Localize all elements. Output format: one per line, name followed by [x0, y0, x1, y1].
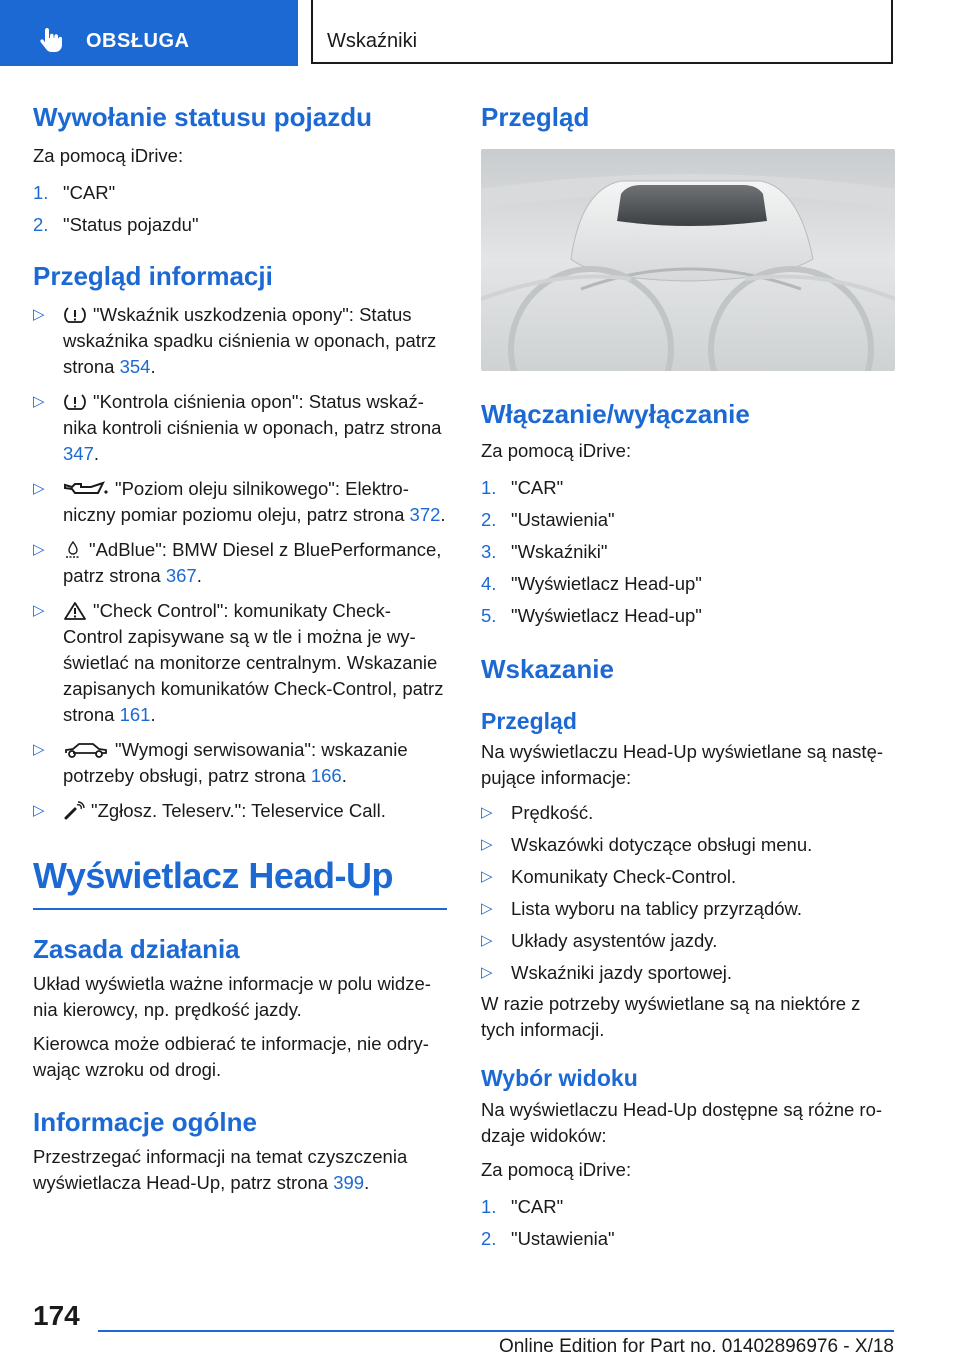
footer-rule	[98, 1330, 894, 1332]
service-car-icon	[63, 740, 109, 760]
warning-triangle-icon	[63, 601, 87, 621]
principle-p1: Układ wyświetla ważne informacje w polu widzenia kierowcy, np. prędkość jazdy.	[33, 972, 431, 1020]
status-heading: Wywołanie statusu pojazdu	[33, 102, 373, 132]
hud-photo	[481, 149, 895, 371]
list-item: ▷ Wskaźniki jazdy sportowej.	[481, 957, 895, 989]
general-p1: Przestrzegać informacji na temat czyszczenia wyświetlacza Head-Up, patrz strona 399.	[33, 1145, 408, 1193]
chapter-header	[311, 0, 893, 64]
display-subheading: Przegląd	[481, 707, 577, 734]
onoff-heading: Włączanie/wyłączanie	[481, 399, 750, 430]
list-item: 1. "CAR"	[481, 1195, 564, 1217]
onoff-intro: Za pomocą iDrive:	[481, 440, 632, 462]
bullet-triangle-icon: ▷	[33, 802, 45, 820]
list-item: ▷ Wskazówki dotyczące obsługi menu.	[481, 829, 895, 861]
bullet-triangle-icon: ▷	[481, 964, 493, 982]
tire-pressure-monitor-icon	[63, 392, 87, 412]
view-idrive: Za pomocą iDrive:	[481, 1158, 632, 1180]
list-item: ▷ "Zgłosz. Teleserv.": Teleservice Call.	[33, 798, 447, 824]
oil-can-icon	[63, 479, 109, 499]
page-link[interactable]: 347	[63, 443, 94, 465]
list-item: ▷ "Poziom oleju silnikowego": Elektroniczny pomiar poziomu oleju, patrz strona 372.	[33, 478, 446, 526]
onoff-steps	[481, 472, 895, 632]
list-item: ▷ "Wymogi serwisowania": wskazanie potrzeby obsługi, patrz strona 166.	[33, 739, 408, 787]
bullet-triangle-icon: ▷	[33, 480, 45, 498]
bullet-triangle-icon: ▷	[33, 393, 45, 411]
bullet-triangle-icon: ▷	[481, 804, 493, 822]
list-item: ▷ "Wskaźnik uszkodzenia opony": Status wskaźnika spadku ciśnienia w oponach, patrz strona 354.	[33, 304, 437, 378]
general-heading: Informacje ogólne	[33, 1106, 257, 1137]
hud-heading: Wyświetlacz Head-Up	[33, 855, 393, 897]
heading-rule	[33, 908, 447, 910]
bullet-triangle-icon: ▷	[33, 602, 45, 620]
page-link[interactable]: 399	[333, 1171, 365, 1193]
bullet-triangle-icon: ▷	[481, 932, 493, 950]
view-steps	[481, 1191, 895, 1255]
list-item: ▷ "Check Control": komunikaty Check-Control zapisywane są w tle i można je wyświetlać na monitorze centralnym. Wskazanie zapisanych komunikatów Check-Control, patrz strona 161.	[33, 600, 444, 726]
page-link[interactable]: 161	[119, 704, 151, 726]
display-note: W razie potrzeby wyświetlane są na niektóre z tych informacji.	[481, 993, 861, 1041]
overview-right-heading: Przegląd	[481, 102, 590, 132]
adblue-icon	[63, 540, 83, 560]
page-number: 174	[33, 1300, 80, 1331]
bullet-triangle-icon: ▷	[33, 306, 45, 324]
list-item: 1. "CAR"	[33, 182, 116, 204]
bullet-triangle-icon: ▷	[33, 741, 45, 759]
overview-heading: Przegląd informacji	[33, 261, 273, 292]
principle-heading: Zasada działania	[33, 933, 240, 964]
list-item: 3. "Wskaźniki"	[481, 541, 608, 563]
hand-pointer-icon	[38, 26, 66, 54]
bullet-triangle-icon: ▷	[481, 868, 493, 886]
display-intro: Na wyświetlaczu Head-Up wyświetlane są następujące informacje:	[481, 741, 884, 789]
status-intro: Za pomocą iDrive:	[33, 145, 184, 167]
list-item: ▷ Komunikaty Check-Control.	[481, 861, 895, 893]
bullet-triangle-icon: ▷	[33, 541, 45, 559]
page-link[interactable]: 367	[165, 565, 197, 587]
list-item: 5. "Wyświetlacz Head-up"	[481, 605, 702, 627]
view-intro: Na wyświetlaczu Head-Up dostępne są różne rodzaje widoków:	[481, 1098, 883, 1146]
list-item: 2. "Ustawienia"	[481, 1227, 615, 1249]
footer-edition: Online Edition for Part no. 01402896976 - X/18	[498, 1336, 894, 1357]
list-item: ▷ Układy asystentów jazdy.	[481, 925, 895, 957]
section-tab[interactable]	[0, 0, 298, 66]
display-list	[481, 797, 895, 989]
left-column	[33, 100, 447, 1196]
page-link[interactable]: 372	[409, 504, 441, 526]
list-item: 4. "Wyświetlacz Head-up"	[481, 573, 702, 595]
status-steps	[33, 177, 447, 241]
list-item: ▷ Lista wyboru na tablicy przyrządów.	[481, 893, 895, 925]
list-item: 2. "Ustawienia"	[481, 509, 615, 531]
list-item: ▷ "Kontrola ciśnienia opon": Status wskaźnika kontroli ciśnienia w oponach, patrz strona 347.	[33, 391, 442, 465]
view-heading: Wybór widoku	[481, 1065, 638, 1092]
list-item: ▷ Prędkość.	[481, 797, 895, 829]
list-item: 2. "Status pojazdu"	[33, 214, 199, 236]
bullet-triangle-icon: ▷	[481, 836, 493, 854]
principle-p2: Kierowca może odbierać te informacje, nie odrywając wzroku od drogi.	[33, 1032, 429, 1080]
chapter-title: Wskaźniki	[327, 30, 418, 52]
bullet-triangle-icon: ▷	[481, 900, 493, 918]
list-item: 1. "CAR"	[481, 477, 564, 499]
display-heading: Wskazanie	[481, 654, 614, 685]
tire-pressure-warning-icon	[63, 305, 87, 325]
section-tab-label: OBSŁUGA	[86, 30, 190, 52]
teleservice-wrench-icon	[63, 801, 85, 821]
page-link[interactable]: 354	[119, 356, 151, 378]
right-column	[481, 100, 895, 1255]
overview-list	[33, 302, 447, 824]
page-link[interactable]: 166	[310, 765, 342, 787]
list-item: ▷ "AdBlue": BMW Diesel z BluePerformance, patrz strona 367.	[33, 539, 442, 587]
